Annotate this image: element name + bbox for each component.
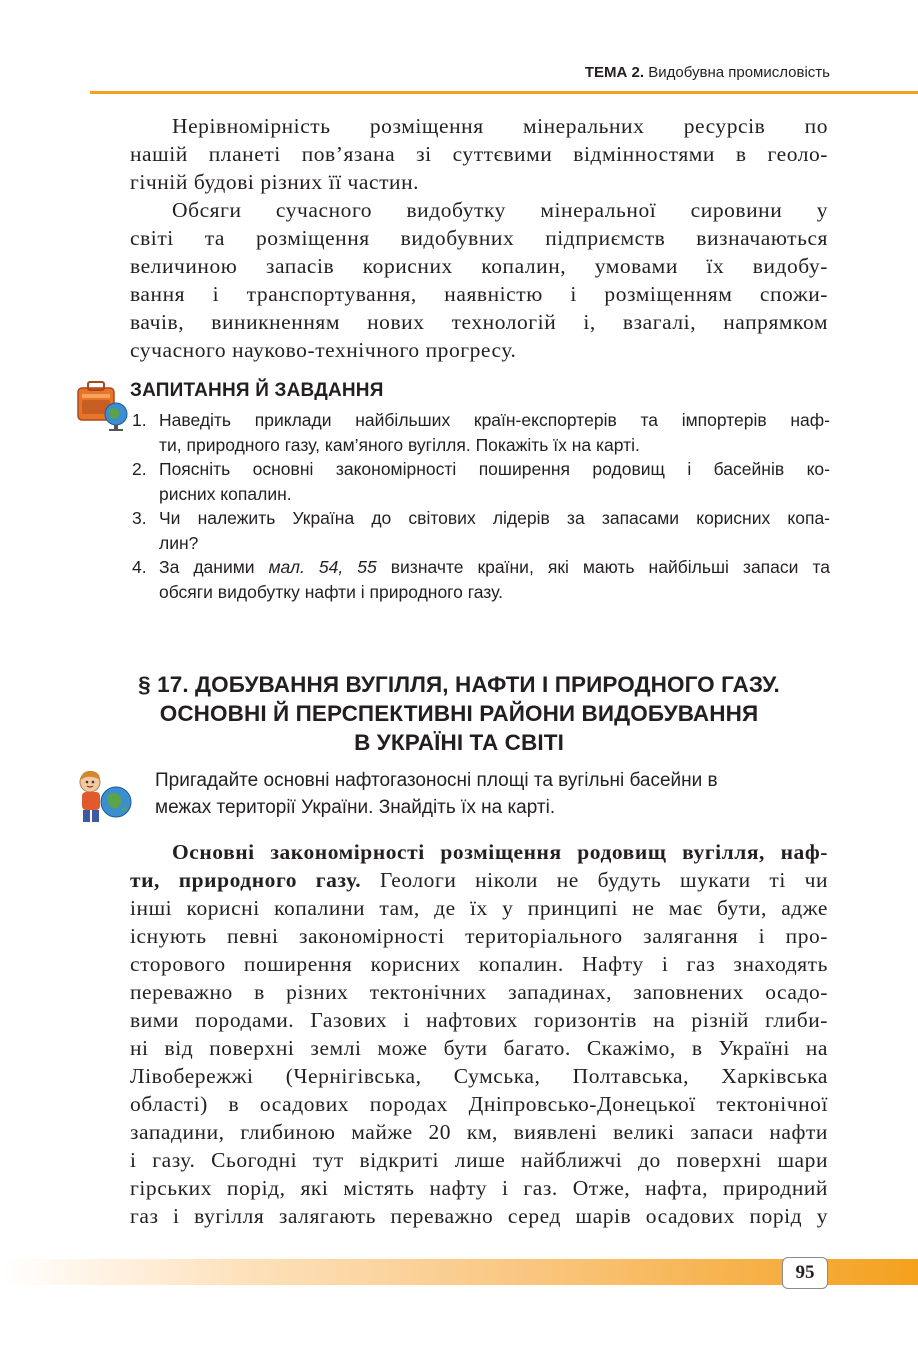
text-line: існують певні закономірності територіального залягання і про- [130,924,828,948]
text-line: вачів, виникненням нових технологій і, взагалі, напрямком [130,310,828,334]
text-line: сучасного науково-технічного прогресу. [130,338,517,362]
recall-prompt [155,768,830,821]
list-item [130,506,830,555]
bold-heading: ти, природного газу. [130,868,362,892]
text-line [130,866,828,894]
item-text: обсяги видобутку нафти і природного газу. [159,581,503,602]
section-title-line: ОСНОВНІ Й ПЕРСПЕКТИВНІ РАЙОНИ ВИДОБУВАННЯ [159,701,759,726]
text-line: гічній будові різних її частин. [130,170,420,194]
body-paragraph [130,838,828,1230]
item-text-post: визначте країни, які мають найбільші запаси та [376,557,830,577]
text-line: світі та розміщення видобувних підприємств визначаються [130,226,828,250]
text-line: і газу. Сьогодні тут відкриті лише найближчі до поверхні шари [130,1148,828,1172]
item-text [159,555,830,580]
item-text: Наведіть приклади найбільших країн-експортерів та імпортерів наф- [159,410,830,430]
text-line: Обсяги сучасного видобутку мінеральної сировини у [172,198,828,222]
text-line: області) в осадових породах Дніпровсько-Донецької тектонічної [130,1092,828,1116]
questions-title: ЗАПИТАННЯ Й ЗАВДАННЯ [130,380,384,401]
item-text: Чи належить Україна до світових лідерів за запасами корисних копа- [159,508,830,528]
text-line: Нерівномірність розміщення мінеральних ресурсів по [172,114,828,138]
list-item [130,555,830,604]
boy-with-globe-icon [72,768,134,831]
text-line: вими породами. Газових і нафтових горизонтів на різній глиби- [130,1008,828,1032]
intro-paragraph-2 [130,196,828,364]
item-text-pre: За даними [159,557,269,577]
text-line: газ і вугілля залягають переважно серед шарів осадових порід у [130,1204,828,1228]
topic-label: ТЕМА 2. [584,64,645,81]
text-line: нашій планеті пов’язана зі суттєвими відмінностями в геоло- [130,142,828,166]
text-line: вання і транспортування, наявністю і розміщенням спожи- [130,282,828,306]
text-line: сторового поширення корисних копалин. Нафту і газ знаходять [130,952,828,976]
text-line [130,838,828,866]
item-number: 4. [132,557,147,577]
text-line: інші корисні копалини там, де їх у принципі не має бути, адже [130,896,828,920]
topic-title: Видобувна промисловість [648,64,830,81]
item-number: 1. [132,410,147,430]
item-text: рисних копалин. [159,483,292,504]
section-title [0,670,918,757]
item-text: ти, природного газу, кам’яного вугілля. Покажіть їх на карті. [159,434,640,455]
header-rule [90,91,918,94]
section-title-line: В УКРАЇНІ ТА СВІТІ [354,730,564,755]
list-item [130,457,830,506]
item-number: 3. [132,508,147,528]
footer-bar [0,1259,918,1285]
text-run: Геологи ніколи не будуть шукати ті чи [361,868,828,892]
running-header [585,64,830,81]
text-line: величиною запасів корисних копалин, умовами їх видобу- [130,254,828,278]
figure-reference: мал. 54, 55 [268,557,377,577]
bold-heading: Основні закономірності розміщення родовищ вугілля, наф- [172,840,828,864]
intro-paragraph-1 [130,112,828,196]
questions-list [130,408,830,604]
text-line: ні від поверхні землі може бути багато. Скажімо, в Україні на [130,1036,828,1060]
item-text: Поясніть основні закономірності поширення родовищ і басейнів ко- [159,459,830,479]
recall-line: Пригадайте основні нафтогазоносні площі та вугільні басейни в [155,770,718,791]
list-item [130,408,830,457]
text-line: переважно в різних тектонічних западинах, заповнених осадо- [130,980,828,1004]
section-title-line: § 17. ДОБУВАННЯ ВУГІЛЛЯ, НАФТИ І ПРИРОДНОГО ГАЗУ. [138,672,780,697]
text-line: гірських порід, які містять нафту і газ. Отже, нафта, природний [130,1176,828,1200]
text-line: западини, глибиною майже 20 км, виявлені великі запаси нафти [130,1120,828,1144]
item-number: 2. [132,459,147,479]
item-text: лин? [159,532,199,553]
text-line: Лівобережжі (Чернігівська, Сумська, Полтавська, Харківська [130,1064,828,1088]
page-number: 95 [782,1257,828,1289]
recall-line: межах території України. Знайдіть їх на карті. [155,796,556,818]
briefcase-globe-icon [74,376,130,437]
